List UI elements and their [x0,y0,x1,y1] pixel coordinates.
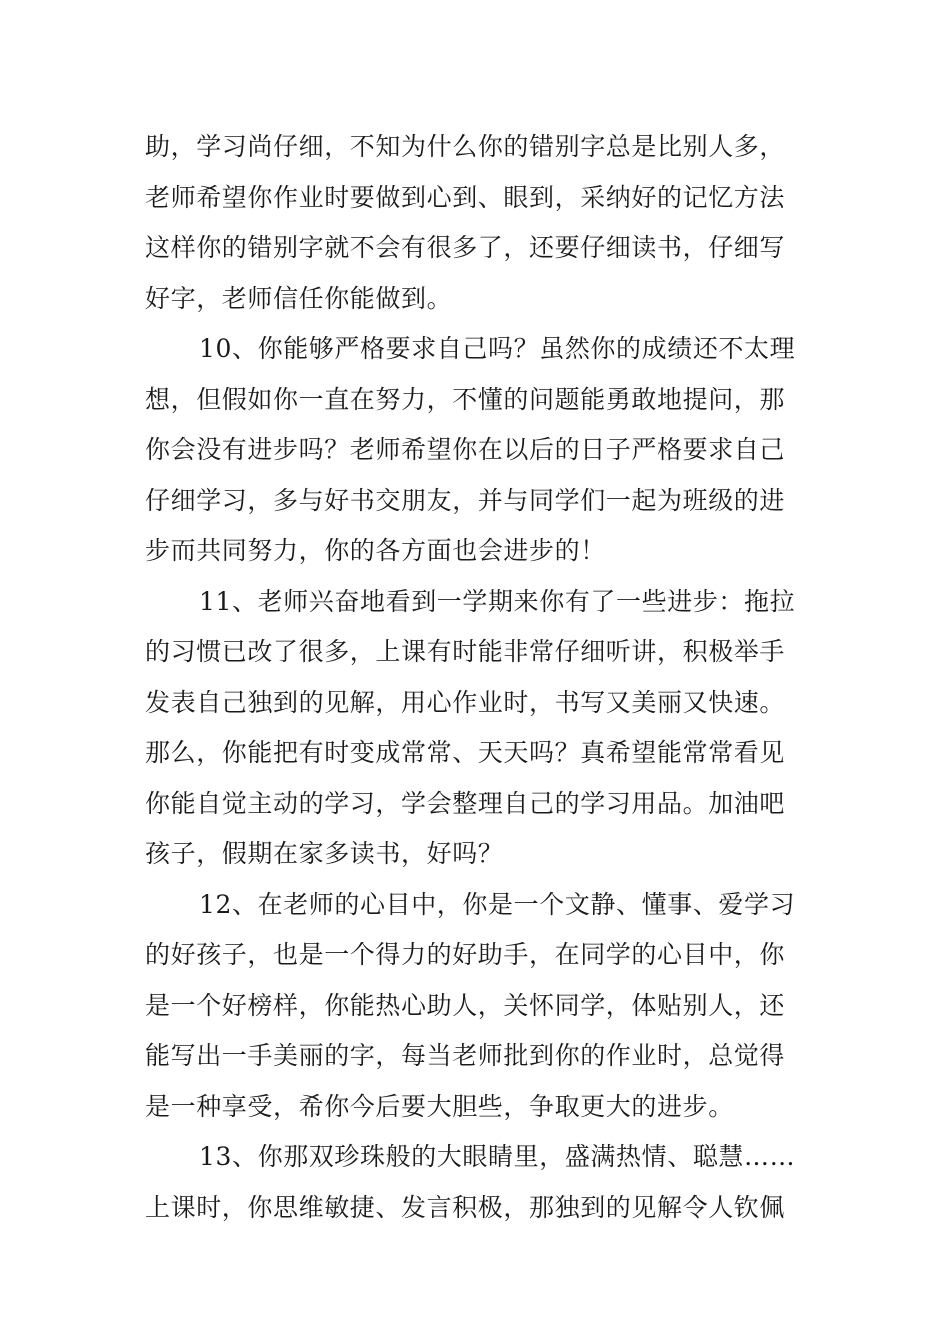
text-line: 想，但假如你一直在努力，不懂的问题能勇敢地提问，那 [145,384,786,414]
text-line: 是一个好榜样，你能热心助人，关怀同学，体贴别人，还 [145,990,786,1020]
text-line: 老师希望你作业时要做到心到、眼到，采纳好的记忆方法 [145,182,786,212]
paragraph-12-start: 12、在老师的心目中，你是一个文静、懂事、爱学习 [199,889,796,919]
text-line: 你会没有进步吗？老师希望你在以后的日子严格要求自己 [145,435,786,464]
paragraph-13-start: 13、你那双珍珠般的大眼睛里，盛满热情、聪慧…… [199,1142,796,1171]
text-line: 助，学习尚仔细，不知为什么你的错别字总是比别人多， [145,132,786,161]
text-line: 发表自己独到的见解，用心作业时，书写又美丽又快速。 [145,687,786,717]
text-line: 步而共同努力，你的各方面也会进步的！ [145,536,606,565]
text-line: 仔细学习，多与好书交朋友，并与同学们一起为班级的进 [145,485,786,515]
text-line: 那么，你能把有时变成常常、天天吗？真希望能常常看见 [145,738,786,767]
document-body [145,122,815,1233]
text-line: 好字，老师信任你能做到。 [145,283,453,313]
text-line: 这样你的错别字就不会有很多了，还要仔细读书，仔细写 [145,233,786,262]
paragraph-11-start: 11、老师兴奋地看到一学期来你有了一些进步：拖拉 [199,586,796,616]
text-line: 上课时，你思维敏捷、发言积极，那独到的见解令人钦佩 [145,1192,786,1222]
text-line: 你能自觉主动的学习，学会整理自己的学习用品。加油吧 [145,788,786,818]
text-line: 能写出一手美丽的字，每当老师批到你的作业时，总觉得 [145,1041,786,1070]
text-line: 孩子，假期在家多读书，好吗？ [145,839,504,868]
paragraph-10-start: 10、你能够严格要求自己吗？虽然你的成绩还不太理 [199,334,796,363]
text-line: 的好孩子，也是一个得力的好助手，在同学的心目中，你 [145,940,786,969]
text-line: 是一种享受，希你今后要大胆些，争取更大的进步。 [145,1091,734,1121]
text-line: 的习惯已改了很多，上课有时能非常仔细听讲，积极举手 [145,637,786,666]
